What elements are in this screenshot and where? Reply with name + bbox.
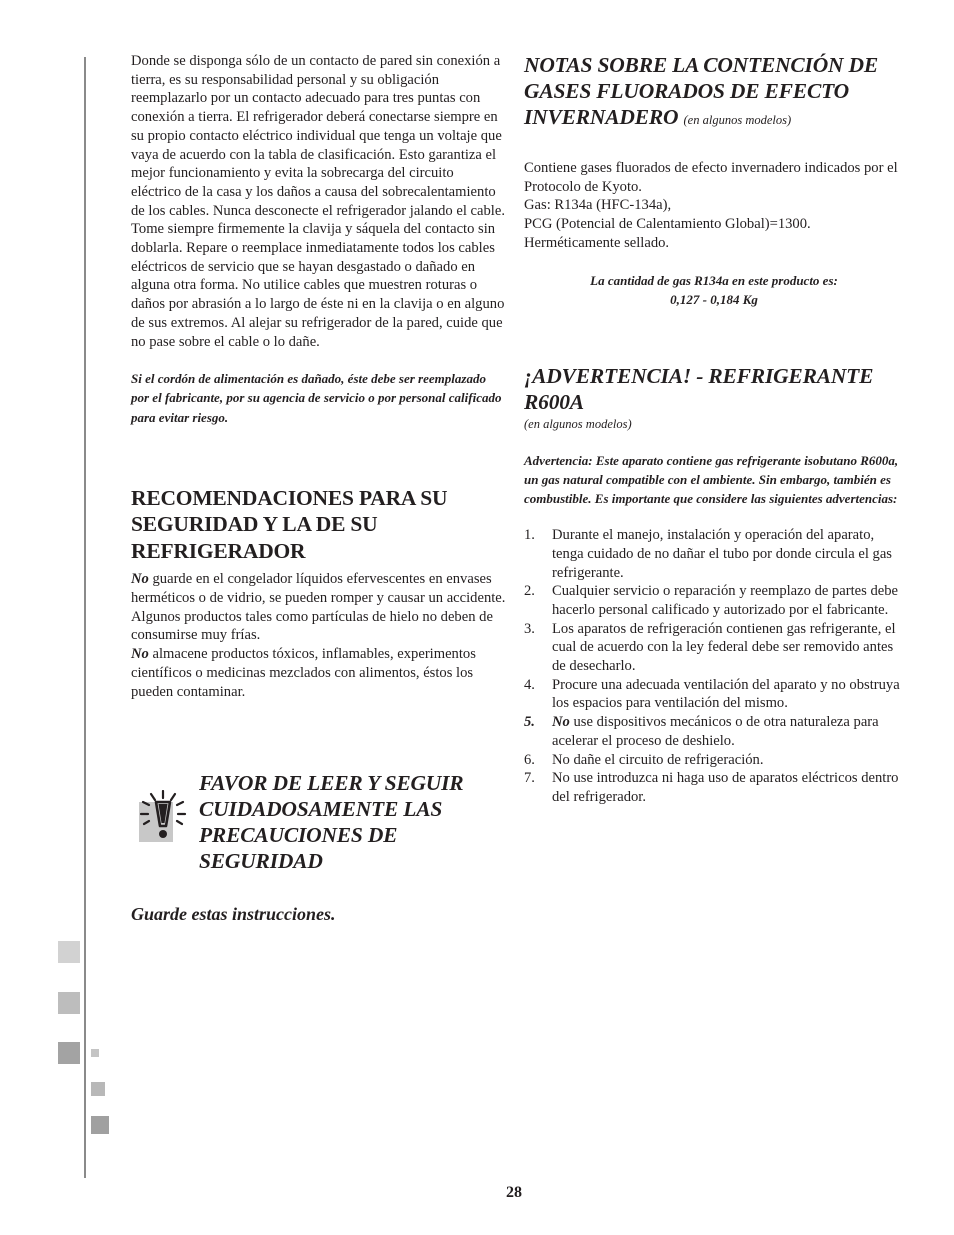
refrigerant-warning-heading: ¡ADVERTENCIA! - REFRIGERANTE R600A (524, 363, 874, 414)
list-number: 4. (524, 676, 535, 693)
grounding-paragraph: Donde se disponga sólo de un contacto de pared sin conexión a tierra, es su responsabilidad personal y su obligación reemplazarlo por un contacto adecuado para tres puntas con conexión a tierra. El refrigerador deberá conectarse siempre en su propio contacto eléctrico individual que tenga un voltaje que vaya de acuerdo con la tabla de clasificación. Esto garantiza el mejor funcionamiento y evita la sobrecarga del circuito eléctrico de la casa y los daños a causa del sobrecalentamiento de los cables. Nunca desconecte el refrigerador jalando el cable. Tome siempre firmemente la clavija y sáquela del contacto sin doblarla. Repare o reemplace inmediatamente todos los cables eléctricos de servicio que se hayan desgastado o dañado en alguna otra forma. No utilice cables que muestren roturas o daños por abrasión a lo largo de éste ni en la clavija o en alguno de sus extremos. Al alejar su refrigerador de la pared, cuide que no pase sobre el cable o lo dañe. (131, 53, 505, 350)
gas-info (524, 159, 904, 253)
gas-line-3: PCG (Potencial de Calentamiento Global)=1300. (524, 216, 811, 233)
rec-p1-lead: No (131, 571, 149, 588)
list-text: Procure una adecuada ventilación del aparato y no obstruya los espacios para ventilación del mismo. (552, 676, 900, 712)
refrigerant-warning-intro: Advertencia: Este aparato contiene gas refrigerante isobutano R600a, un gas natural compatible con el ambiente. Sin embargo, también es combustible. Es importante que considere las siguientes advertencias: (524, 452, 899, 506)
list-lead: No (552, 714, 570, 731)
gas-line-4: Herméticamente sellado. (524, 234, 670, 251)
list-text: No use introduzca ni haga uso de aparatos eléctricos dentro del refrigerador. (552, 770, 899, 805)
list-text: No dañe el circuito de refrigeración. (552, 751, 764, 768)
left-column (131, 52, 507, 701)
fluorinated-gases-heading (524, 52, 904, 133)
list-number: 5. (524, 714, 535, 731)
list-item (524, 751, 904, 770)
refrigerant-warning-note: (en algunos modelos) (524, 416, 632, 431)
rec-p2-lead: No (131, 646, 149, 663)
gas-line-1: Contiene gases fluorados de efecto invernadero indicados por el Protocolo de Kyoto. (524, 160, 898, 195)
recommendation-paragraph-1 (131, 570, 507, 645)
rec-p1-text: guarde en el congelador líquidos efervescentes en envases herméticos o de vidrio, se pueden romper y causar un accidente. Algunos productos tales como partículas de hielo no deben de consumirse muy frías. (131, 571, 506, 644)
list-text: Cualquier servicio o reparación y reemplazo de partes debe hacerlo personal calificado y autorizado por el fabricante. (552, 583, 899, 618)
power-cord-note: Si el cordón de alimentación es dañado, éste debe ser reemplazado por el fabricante, por su agencia de servicio o por personal calificado para evitar riesgo. (131, 371, 502, 425)
list-number: 7. (524, 770, 535, 787)
gas-amount-label: La cantidad de gas R134a en este producto es: (590, 272, 838, 288)
list-text: Los aparatos de refrigeración contienen gas refrigerante, el cual de acuerdo con la ley federal debe ser removido antes de desecharlo. (552, 620, 896, 675)
gas-amount-value: 0,127 - 0,184 Kg (670, 291, 758, 307)
right-column (524, 52, 904, 807)
gas-heading-note: (en algunos modelos) (683, 113, 792, 127)
page-number: 28 (506, 1184, 522, 1201)
gas-line-2: Gas: R134a (HFC-134a), (524, 197, 672, 214)
margin-square-4 (91, 1049, 99, 1057)
list-item (524, 526, 904, 582)
list-text: use dispositivos mecánicos o de otra naturaleza para acelerar el proceso de deshielo. (552, 714, 879, 749)
list-item (524, 620, 904, 676)
margin-square-6 (91, 1116, 109, 1134)
list-number: 3. (524, 620, 535, 637)
list-item (524, 676, 904, 713)
refrigerant-warning-list (524, 526, 904, 807)
list-number: 1. (524, 527, 535, 544)
list-item (524, 769, 904, 806)
recommendation-paragraph-2 (131, 645, 507, 701)
safety-warning-title: FAVOR DE LEER Y SEGUIR CUIDADOSAMENTE LAS PRECAUCIONES DE SEGURIDAD (199, 771, 464, 873)
margin-square-5 (91, 1082, 105, 1096)
warning-reading-icon (137, 790, 189, 846)
rec-p2-text: almacene productos tóxicos, inflamables, experimentos científicos o medicinas mezclados con alimentos, éstos los pueden contaminar. (131, 646, 476, 700)
list-number: 6. (524, 751, 535, 768)
list-number: 2. (524, 583, 535, 600)
margin-square-2 (58, 992, 80, 1014)
save-instructions: Guarde estas instrucciones. (131, 904, 336, 924)
list-text: Durante el manejo, instalación y operación del aparato, tenga cuidado de no dañar el tubo por donde circula el gas refrigerante. (552, 527, 892, 581)
margin-square-3 (58, 1042, 80, 1064)
list-item (524, 713, 904, 750)
gas-heading-text: NOTAS SOBRE LA CONTENCIÓN DE GASES FLUORADOS DE EFECTO INVERNADERO (524, 53, 879, 129)
list-item (524, 582, 904, 619)
margin-rule (84, 57, 86, 1178)
recommendations-heading-text: RECOMENDACIONES PARA SU SEGURIDAD Y LA DE SU REFRIGERADOR (131, 485, 448, 563)
gas-amount (524, 271, 904, 309)
margin-square-1 (58, 941, 80, 963)
recommendations-heading (131, 485, 507, 565)
